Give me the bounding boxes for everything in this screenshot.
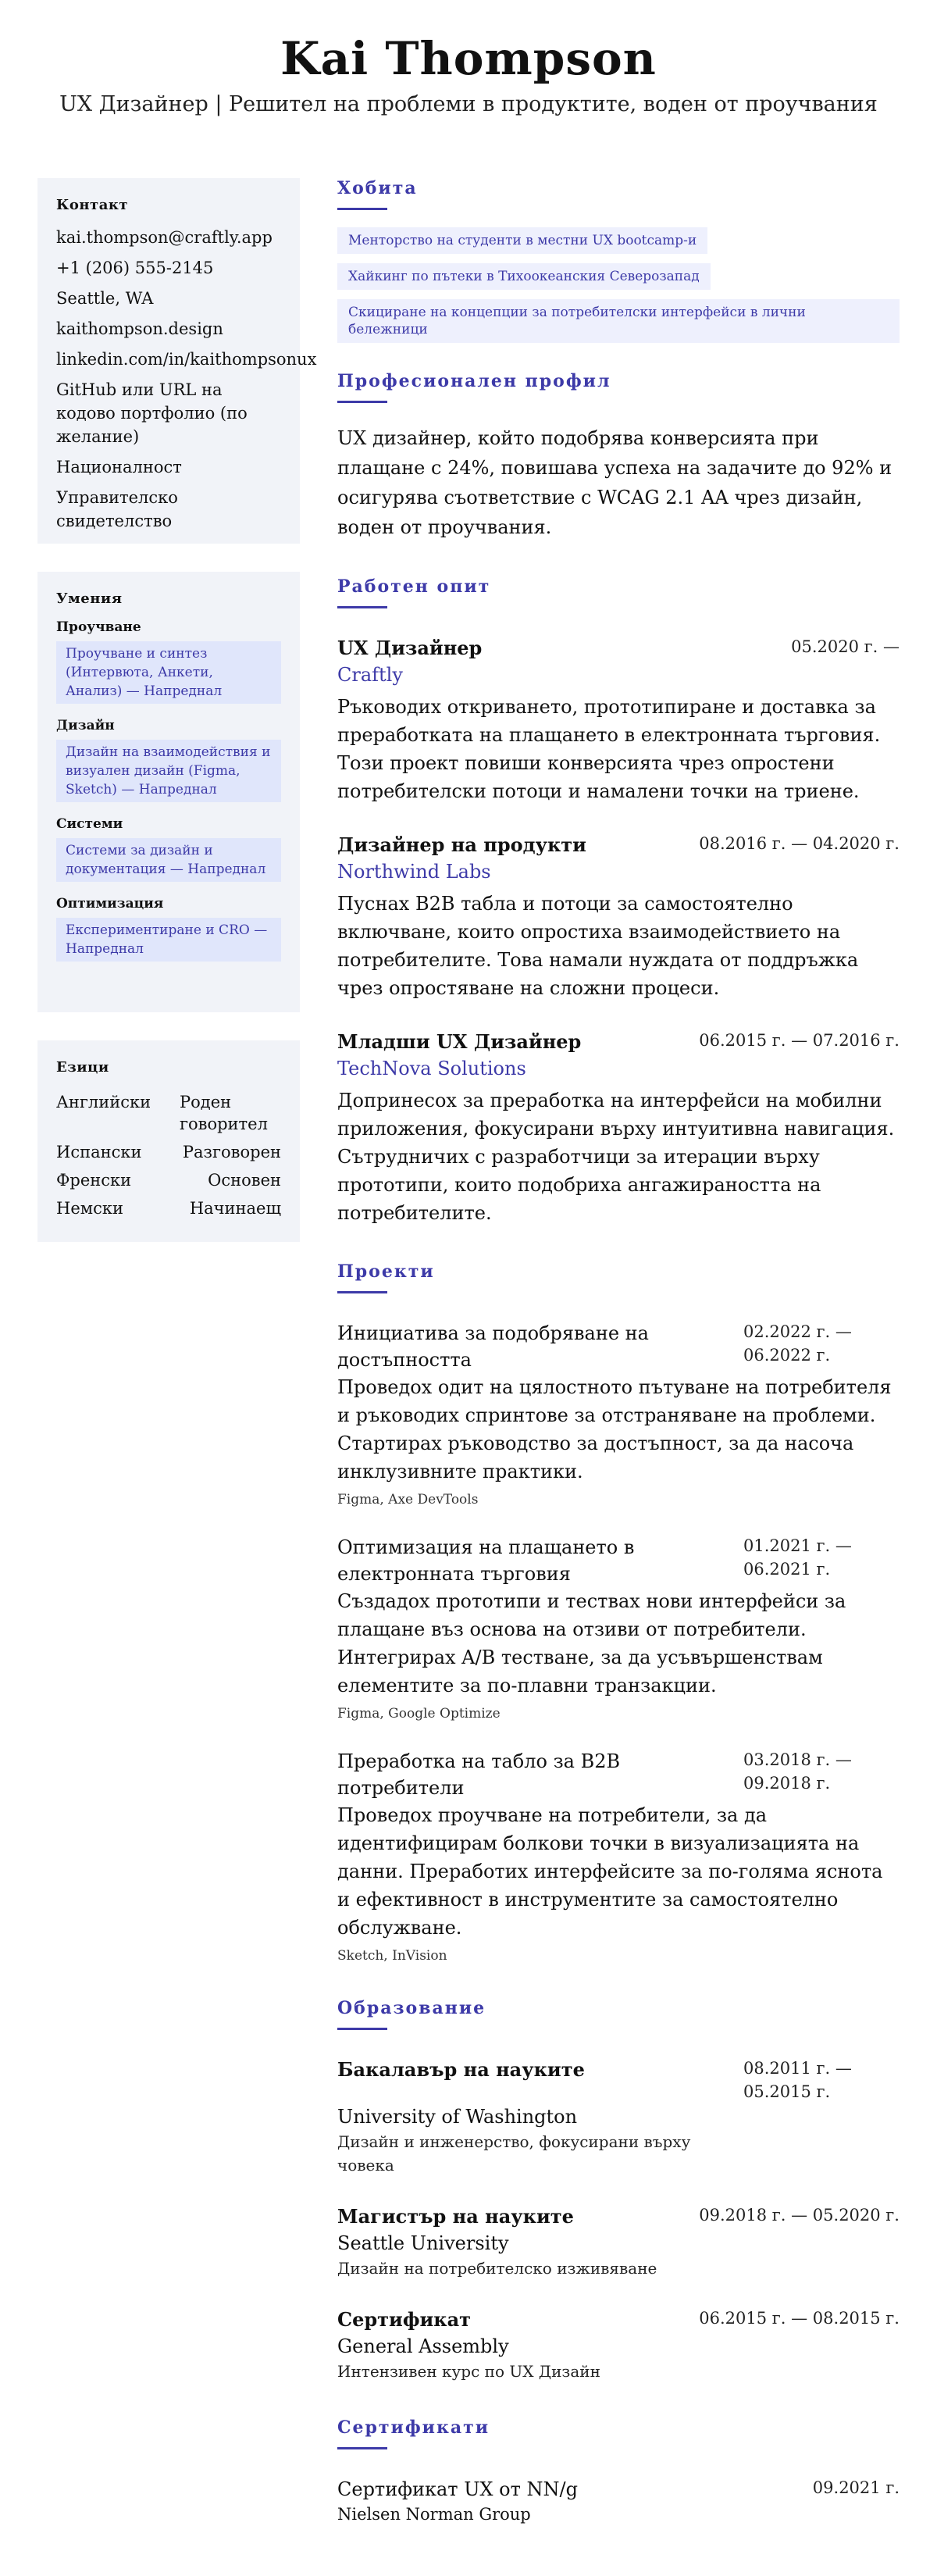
contact-title: Контакт xyxy=(56,197,129,213)
school-name: Seattle University xyxy=(337,2232,509,2254)
certifications-title: Сертификати xyxy=(337,2417,490,2438)
entry-head xyxy=(337,2476,900,2503)
skill-tag: Експериментиране и CRO — Напреднал xyxy=(56,918,281,962)
entry-head xyxy=(337,1029,900,1055)
certification-date: 09.2021 г. xyxy=(812,2478,900,2497)
job-dates: 08.2016 г. — 04.2020 г. xyxy=(699,834,900,853)
job-title: Младши UX Дизайнер xyxy=(337,1030,582,1053)
certifications-section xyxy=(337,2417,900,2526)
job-description: Допринесох за преработка на интерфейси на мобилни приложения, фокусирани върху интуитивна навигация. Сътрудничих с разработчици за итерации върху прототипи, които подобриха ангажираността на потребителите. xyxy=(337,1090,895,1224)
languages-title: Езици xyxy=(56,1059,109,1076)
certification-name: Сертификат UX от NN/g xyxy=(337,2478,578,2500)
project-dates: 03.2018 г. — 09.2018 г. xyxy=(743,1750,852,1793)
project-name: Оптимизация на плащането в електронната търговия xyxy=(337,1536,635,1585)
education-dates: 08.2011 г. — 05.2015 г. xyxy=(743,2059,852,2101)
hobbies-section xyxy=(337,178,900,343)
entry-head xyxy=(337,1748,900,1801)
hobby-tag: Хайкинг по пътеки в Тихоокеанския Северозапад xyxy=(337,263,711,290)
contact-github: GitHub или URL на кодово портфолио (по желание) xyxy=(56,380,248,446)
language-row xyxy=(56,1091,281,1135)
project-tools: Figma, Axe DevTools xyxy=(337,1492,479,1507)
hobby-tag: Скициране на концепции за потребителски интерфейси в лични бележници xyxy=(337,299,900,343)
project-dates: 01.2021 г. — 06.2021 г. xyxy=(743,1536,852,1579)
section-underline xyxy=(337,2447,387,2449)
contact-linkedin[interactable]: linkedin.com/in/kaithompsonux xyxy=(56,350,317,369)
experience-title: Работен опит xyxy=(337,576,491,597)
contact-website[interactable]: kaithompson.design xyxy=(56,319,223,338)
degree-name: Магистър на науките xyxy=(337,2205,574,2228)
education-title: Образование xyxy=(337,1998,486,2018)
company-name: Northwind Labs xyxy=(337,861,491,883)
school-name: General Assembly xyxy=(337,2335,509,2357)
language-name: Английски xyxy=(56,1093,151,1111)
section-underline xyxy=(337,208,387,210)
skill-group-name: Системи xyxy=(56,816,123,832)
skill-tag: Системи за дизайн и документация — Напреднал xyxy=(56,838,281,882)
skill-group-name: Дизайн xyxy=(56,718,115,733)
language-row xyxy=(56,1169,281,1191)
project-tools: Figma, Google Optimize xyxy=(337,1706,501,1721)
degree-name: Бакалавър на науките xyxy=(337,2058,585,2081)
contact-license: Управителско свидетелство xyxy=(56,488,178,530)
job-title: Дизайнер на продукти xyxy=(337,833,586,856)
candidate-headline: UX Дизайнер | Решител на проблеми в продуктите, воден от проучвания xyxy=(59,92,878,116)
language-level: Начинаещ xyxy=(189,1199,281,1218)
job-description: Ръководих откриването, прототипиране и доставка за преработката на плащането в електронната търговия. Този проект повиши конверсията чрез опростени потребителски потоци и намалени точки на триене. xyxy=(337,696,881,802)
entry-head xyxy=(337,2203,900,2230)
profile-text: UX дизайнер, който подобрява конверсията при плащане с 24%, повишава успеха на задачите до 92% и осигурява съответствие с WCAG 2.1 AA чрез дизайн, воден от проучвания. xyxy=(337,427,892,538)
project-description: Проведох проучване на потребители, за да идентифицирам болкови точки в визуализацията на данни. Преработих интерфейсите за по-голяма яснота и ефективност в инструментите за самостоятелно обслужване. xyxy=(337,1804,883,1939)
section-underline xyxy=(337,606,387,608)
candidate-name: Kai Thompson xyxy=(280,32,657,85)
education-field: Дизайн и инженерство, фокусирани върху човека xyxy=(337,2132,691,2175)
education-field: Интензивен курс по UX Дизайн xyxy=(337,2362,600,2381)
hobbies-title: Хобита xyxy=(337,178,418,198)
hobby-tag: Менторство на студенти в местни UX bootcamp-и xyxy=(337,227,707,254)
education-field: Дизайн на потребителско изживяване xyxy=(337,2259,657,2278)
language-name: Френски xyxy=(56,1171,132,1190)
projects-section xyxy=(337,1261,900,1964)
section-underline xyxy=(337,401,387,403)
experience-section xyxy=(337,576,900,1227)
section-underline xyxy=(337,2028,387,2030)
skills-title: Умения xyxy=(56,590,123,607)
school-name: University of Washington xyxy=(337,2106,578,2128)
contact-phone[interactable]: +1 (206) 555-2145 xyxy=(56,259,214,277)
language-name: Немски xyxy=(56,1199,123,1218)
languages-panel xyxy=(37,1040,300,1242)
language-level: Основен xyxy=(208,1171,281,1190)
project-description: Създадох прототипи и тествах нови интерфейси за плащане въз основа на отзиви от потребители. Интегрирах A/B тестване, за да усъвършенствам елементите за по-плавни транзакции. xyxy=(337,1590,846,1697)
hobby-list xyxy=(337,227,900,343)
education-section xyxy=(337,1998,900,2383)
main-column xyxy=(337,178,900,2526)
project-dates: 02.2022 г. — 06.2022 г. xyxy=(743,1322,852,1365)
language-row xyxy=(56,1141,281,1163)
company-name: TechNova Solutions xyxy=(337,1058,526,1079)
project-name: Преработка на табло за B2B потребители xyxy=(337,1750,621,1799)
project-entry xyxy=(337,1748,900,1964)
language-name: Испански xyxy=(56,1143,142,1161)
education-entry xyxy=(337,2203,900,2280)
language-level: Роден говорител xyxy=(180,1093,268,1133)
profile-section xyxy=(337,371,900,542)
education-dates: 09.2018 г. — 05.2020 г. xyxy=(699,2206,900,2225)
sidebar xyxy=(37,178,317,1242)
certification-entry xyxy=(337,2476,900,2526)
experience-entry xyxy=(337,832,900,1002)
project-entry xyxy=(337,1534,900,1721)
certification-issuer: Nielsen Norman Group xyxy=(337,2505,531,2524)
entry-head xyxy=(337,2307,900,2333)
skills-panel xyxy=(37,572,300,1012)
experience-entry xyxy=(337,1029,900,1227)
entry-head xyxy=(337,1534,900,1587)
job-dates: 05.2020 г. — xyxy=(791,637,900,656)
contact-panel xyxy=(37,178,317,544)
project-tools: Sketch, InVision xyxy=(337,1948,447,1964)
degree-name: Сертификат xyxy=(337,2308,472,2331)
skill-group-name: Проучване xyxy=(56,619,141,635)
contact-location: Seattle, WA xyxy=(56,289,154,308)
profile-title: Професионален профил xyxy=(337,371,611,391)
skill-group-name: Оптимизация xyxy=(56,896,164,912)
education-entry xyxy=(337,2057,900,2177)
education-dates: 06.2015 г. — 08.2015 г. xyxy=(699,2309,900,2328)
project-name: Инициатива за подобряване на достъпността xyxy=(337,1322,649,1371)
entry-head xyxy=(337,2057,900,2103)
section-underline xyxy=(337,1291,387,1293)
entry-head xyxy=(337,832,900,858)
experience-entry xyxy=(337,635,900,805)
skill-tag: Проучване и синтез (Интервюта, Анкети, Анализ) — Напреднал xyxy=(56,641,281,704)
company-name: Craftly xyxy=(337,664,403,686)
language-row xyxy=(56,1197,281,1219)
project-entry xyxy=(337,1320,900,1507)
contact-email[interactable]: kai.thompson@craftly.app xyxy=(56,228,273,247)
projects-title: Проекти xyxy=(337,1261,435,1282)
skill-tag: Дизайн на взаимодействия и визуален дизайн (Figma, Sketch) — Напреднал xyxy=(56,740,281,802)
job-title: UX Дизайнер xyxy=(337,637,483,659)
contact-nationality: Националност xyxy=(56,458,182,476)
entry-head xyxy=(337,1320,900,1373)
education-entry xyxy=(337,2307,900,2383)
entry-head xyxy=(337,635,900,662)
project-description: Проведох одит на цялостното пътуване на потребителя и ръководих спринтове за отстраняване на проблеми. Стартирах ръководство за достъпност, за да насоча инклузивните практики. xyxy=(337,1376,892,1482)
job-dates: 06.2015 г. — 07.2016 г. xyxy=(699,1031,900,1050)
job-description: Пуснах B2B табла и потоци за самостоятелно включване, които опростиха взаимодействието на потребителите. Това намали нуждата от поддръжка чрез опростяване на сложни процеси. xyxy=(337,893,859,999)
resume-header xyxy=(0,0,937,119)
language-level: Разговорен xyxy=(182,1143,281,1161)
